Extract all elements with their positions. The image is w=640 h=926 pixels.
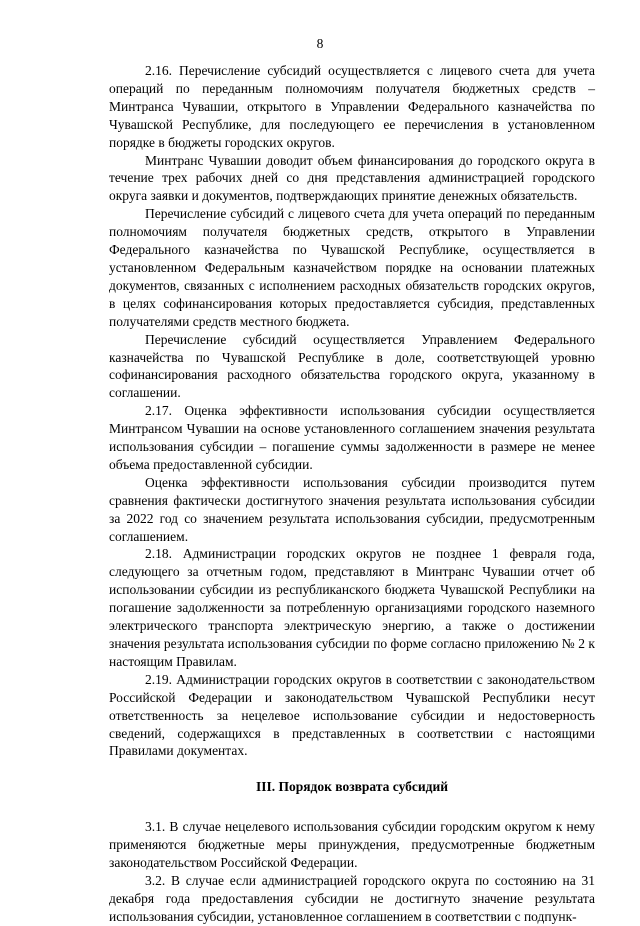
document-body <box>109 62 595 926</box>
paragraph-3-1: 3.1. В случае нецелевого использования субсидии городским округом к нему применяются бюджетные меры принуждения, предусмотренные бюджетным законодательством Российской Федерации. <box>109 819 595 871</box>
page-number: 8 <box>316 36 324 51</box>
paragraph-3-2: 3.2. В случае если администрацией городского округа по состоянию на 31 декабря года предоставления субсидии не достигнуто значение результата использования субсидии, установленное соглашением в соответствии с подпунк- <box>109 872 595 924</box>
paragraph-2-19: 2.19. Администрации городских округов в соответствии с законодательством Российской Федерации и законодательством Чувашской Республики несут ответственность за нецелевое использование субсидии и недостоверность сведений, содержащихся в представленных в соответствии с настоящими Правилами документах. <box>109 671 595 759</box>
paragraph-2-16: 2.16. Перечисление субсидий осуществляется с лицевого счета для учета операций по переданным полномочиям получателя бюджетных средств – Минтранса Чувашии, открытого в Управлении Федерального казначейства по Чувашской Республике, для последующего ее перечисления в установленном порядке в бюджеты городских округов. <box>109 63 595 150</box>
paragraph-mintrans-financing: Минтранс Чувашии доводит объем финансирования до городского округа в течение трех рабочих дней со дня представления администрацией городского округа заявки и документов, подтверждающих принятие денежных обязательств. <box>109 152 595 204</box>
paragraph-2-18: 2.18. Администрации городских округов не позднее 1 февраля года, следующего за отчетным годом, представляют в Минтранс Чувашии отчет об использовании субсидии из республиканского бюджета Чувашской Республики на погашение задолженности за потребленную организациями городского наземного электрического транспорта электрическую энергию, а также о достижении значения результата использования субсидии по форме согласно приложению № 2 к настоящим Правилам. <box>109 546 595 669</box>
section-heading: III. Порядок возврата субсидий <box>255 779 449 795</box>
paragraph-efficiency-evaluation: Оценка эффективности использования субсидии производится путем сравнения фактически достигнутого значения результата использования субсидии за 2022 год со значением результата использования субсидии, предусмотренным соглашением. <box>109 474 595 544</box>
paragraph-transfer-account: Перечисление субсидий с лицевого счета для учета операций по переданным полномочиям получателя бюджетных средств, открытого в Управлении Федерального казначейства по Чувашской Республике, осуществляется в установленном Федеральным казначейством порядке на основании платежных документов, связанных с исполнением расходных обязательств городских округов, в целях софинансирования которых предоставляется субсидия, представленных получателями средств местного бюджета. <box>109 206 595 329</box>
paragraph-transfer-share: Перечисление субсидий осуществляется Управлением Федерального казначейства по Чувашской Республике в доле, соответствующей уровню софинансирования расходного обязательства городского округа, указанному в соглашении. <box>109 331 595 401</box>
paragraph-2-17: 2.17. Оценка эффективности использования субсидии осуществляется Минтрансом Чувашии на основе установленного соглашением значения результата использования субсидии – погашение суммы задолженности в размере не менее объема предоставленной субсидии. <box>109 403 595 472</box>
